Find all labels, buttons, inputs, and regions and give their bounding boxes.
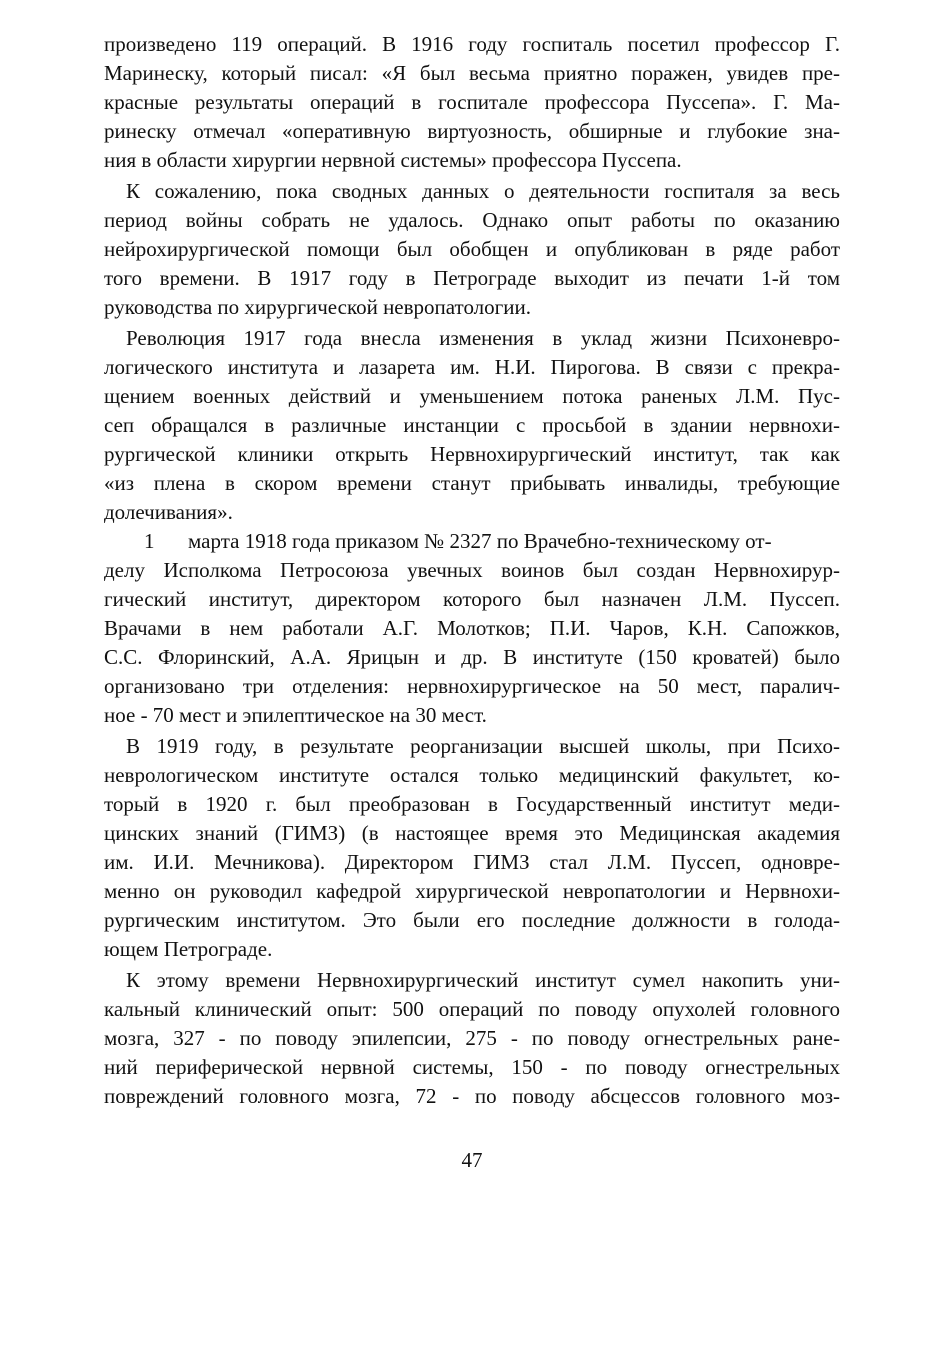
text-line: В 1919 году, в результате реорганизации высшей школы, при Психо- [126, 734, 840, 758]
text-line: ринеску отмечал «оперативную виртуозность, обширные и глубокие зна- [104, 119, 840, 143]
text-line: рургической клиники открыть Нервнохирургический институт, так как [104, 442, 840, 466]
text-line: делу Исполкома Петросоюза увечных воинов был создан Нервнохирур- [104, 558, 840, 582]
paragraph-5 [104, 732, 840, 964]
text-line: ний периферической нервной системы, 150 - по поводу огнестрельных [104, 1055, 840, 1079]
text-line: ющем Петрограде. [104, 937, 273, 961]
page-number: 47 [461, 1148, 483, 1172]
text-line: К этому времени Нервнохирургический институт сумел накопить уни- [126, 968, 840, 992]
text-line [104, 527, 840, 556]
text-line: неврологическом институте остался только медицинский факультет, ко- [104, 763, 840, 787]
text-line: руководства по хирургической невропатологии. [104, 295, 532, 319]
text-line: нейрохирургической помощи был обобщен и опубликован в ряде работ [104, 237, 840, 261]
text-line: рургическим институтом. Это были его последние должности в голода- [104, 908, 840, 932]
text-line: долечивания». [104, 500, 233, 524]
text-line: период войны собрать не удалось. Однако опыт работы по оказанию [104, 208, 840, 232]
text-fragment: марта 1918 года приказом № 2327 по Врачебно-техническому от- [188, 529, 772, 553]
text-line: организовано три отделения: нервнохирургическое на 50 мест, паралич- [104, 674, 840, 698]
paragraph-6 [104, 966, 840, 1111]
text-line: им. И.И. Мечникова). Директором ГИМЗ стал Л.М. Пуссеп, одновре- [104, 850, 840, 874]
text-line: красные результаты операций в госпитале профессора Пуссепа». Г. Ма- [104, 90, 840, 114]
text-line: «из плена в скором времени станут прибывать инвалиды, требующие [104, 471, 840, 495]
text-line: цинских знаний (ГИМЗ) (в настоящее время это Медицинская академия [104, 821, 840, 845]
text-line: щением военных действий и уменьшением потока раненых Л.М. Пус- [104, 384, 840, 408]
text-line: С.С. Флоринский, А.А. Ярицын и др. В институте (150 кроватей) было [104, 645, 840, 669]
text-line: повреждений головного мозга, 72 - по поводу абсцессов головного моз- [104, 1084, 840, 1108]
text-line: ное - 70 мест и эпилептическое на 30 мест. [104, 703, 487, 727]
text-line: логического института и лазарета им. Н.И. Пирогова. В связи с прекра- [104, 355, 840, 379]
text-line: кальный клинический опыт: 500 операций по поводу опухолей головного [104, 997, 840, 1021]
text-line: торый в 1920 г. был преобразован в Государственный институт меди- [104, 792, 840, 816]
text-line: ния в области хирургии нервной системы» профессора Пуссепа. [104, 148, 682, 172]
paragraph-3 [104, 324, 840, 527]
body-text [104, 30, 840, 1111]
text-line: К сожалению, пока сводных данных о деятельности госпиталя за весь [126, 179, 840, 203]
text-line: Революция 1917 года внесла изменения в уклад жизни Психоневро- [126, 326, 840, 350]
text-line: произведено 119 операций. В 1916 году госпиталь посетил профессор Г. [104, 32, 840, 56]
text-line: Маринеску, который писал: «Я был весьма приятно поражен, увидев пре- [104, 61, 840, 85]
text-line: того времени. В 1917 году в Петрограде выходит из печати 1-й том [104, 266, 840, 290]
text-line: Врачами в нем работали А.Г. Молотков; П.И. Чаров, К.Н. Сапожков, [104, 616, 840, 640]
paragraph-2 [104, 177, 840, 322]
list-number: 1 [144, 529, 155, 553]
text-line: сеп обращался в различные инстанции с просьбой в здании нервнохи- [104, 413, 840, 437]
text-line: мозга, 327 - по поводу эпилепсии, 275 - по поводу огнестрельных ране- [104, 1026, 840, 1050]
text-line: гический институт, директором которого был назначен Л.М. Пуссеп. [104, 587, 840, 611]
text-line: менно он руководил кафедрой хирургической невропатологии и Нервнохи- [104, 879, 840, 903]
paragraph-1 [104, 30, 840, 175]
paragraph-4 [104, 527, 840, 730]
